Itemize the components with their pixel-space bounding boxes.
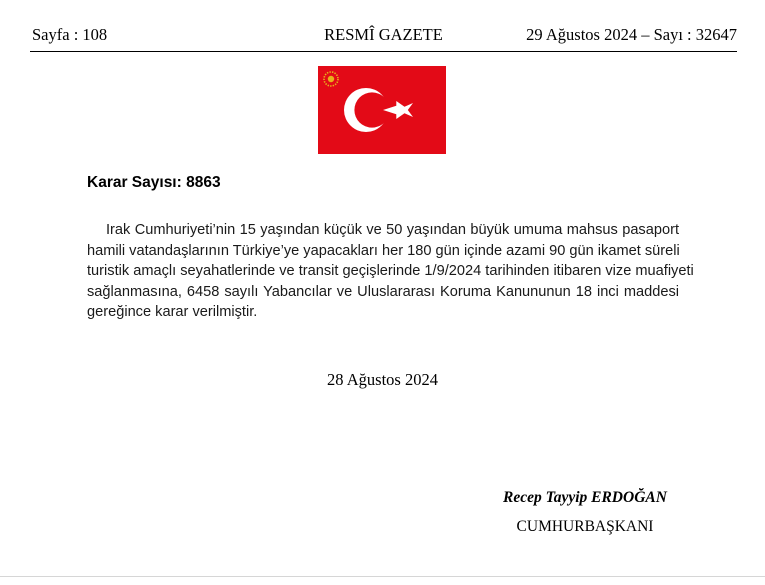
body-line: turistik amaçlı seyahatlerinde ve transit geçişlerinde 1/9/2024 tarihinden itibaren vize muafiyeti [87,263,694,280]
header-divider [30,51,737,52]
body-line: Irak Cumhuriyeti’nin 15 yaşından küçük ve 50 yaşından büyük umuma mahsus pasaport [106,222,679,238]
signatory-name: Recep Tayyip ERDOĞAN [503,489,667,506]
gazette-header [30,25,737,49]
page-edge [0,576,765,585]
page-number: Sayfa : 108 [32,25,108,44]
body-line: sağlanmasına, 6458 sayılı Yabancılar ve Uluslararası Koruma Kanununun 18 inci maddesi [87,283,679,300]
decision-date: 28 Ağustos 2024 [327,370,438,389]
gazette-title: RESMÎ GAZETE [324,25,443,44]
issue-info: 29 Ağustos 2024 – Sayı : 32647 [526,25,737,44]
body-line: gereğince karar verilmiştir. [87,304,258,321]
signatory-title: CUMHURBAŞKANI [516,518,654,535]
decision-number: Karar Sayısı: 8863 [87,174,221,191]
body-line: hamili vatandaşlarının Türkiye’ye yapacakları her 180 gün içinde azami 90 gün ikamet süreli [87,242,680,259]
turkish-flag-icon [318,66,446,154]
decision-body [87,220,694,323]
